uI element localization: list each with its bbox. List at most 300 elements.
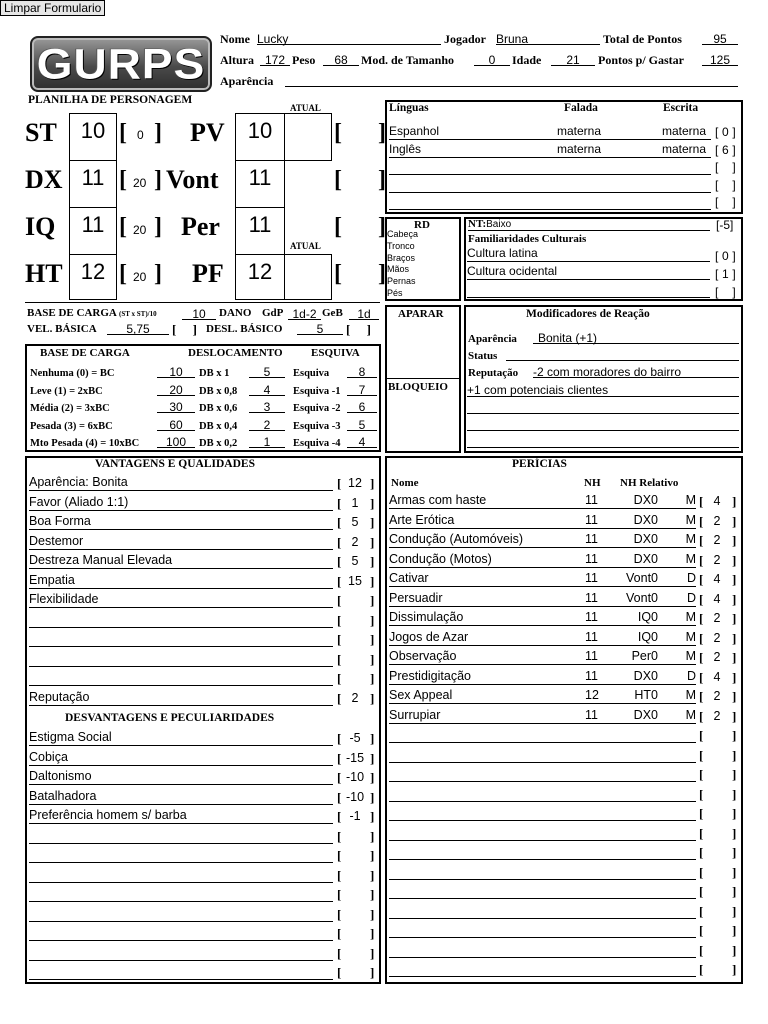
cost-bracket-close: ] [370, 848, 375, 863]
st-value-box[interactable] [69, 113, 117, 161]
rd-part-label: Braços [387, 252, 416, 263]
st-cost-bracket-open: [ [119, 120, 127, 146]
cost-bracket-open: [ [699, 903, 704, 919]
cost-bracket-close: ] [370, 867, 375, 883]
cost-bracket-close: ] [732, 611, 737, 626]
advantage-row[interactable] [29, 552, 333, 569]
vont-value-box[interactable] [235, 160, 285, 208]
skill-cost[interactable]: 4 [713, 494, 721, 508]
skill-cost[interactable]: 4 [713, 572, 721, 586]
dx-cost[interactable]: 20 [133, 176, 147, 190]
enc-row-carga: 20 [169, 382, 183, 397]
skill-row[interactable] [389, 551, 696, 568]
cost-bracket-open: [ [699, 552, 704, 568]
advantage-name: Aparência: Bonita [29, 475, 128, 489]
enc-row-esq-field[interactable] [347, 381, 377, 396]
iq-cost[interactable]: 20 [133, 223, 147, 237]
advantage-row[interactable] [29, 533, 333, 550]
disadvantage-row[interactable] [29, 807, 333, 824]
skill-row[interactable] [389, 824, 696, 841]
enc-row-carga: 30 [169, 400, 183, 414]
skill-row[interactable] [389, 921, 696, 938]
enc-row-desl-field[interactable] [249, 398, 285, 413]
language-cost[interactable]: [ ] [715, 177, 736, 192]
skill-relative: Vont0 [626, 590, 658, 605]
language-row[interactable] [389, 142, 711, 158]
language-cost[interactable]: [ ] [715, 195, 736, 209]
cost-bracket-close: ] [732, 767, 737, 782]
cost-bracket-close: ] [370, 906, 375, 922]
advantage-name: Flexibilidade [29, 592, 99, 606]
skill-row[interactable] [389, 765, 696, 782]
cost-bracket-close: ] [732, 825, 737, 841]
geb-field[interactable] [349, 305, 379, 320]
pf-label: PF [192, 259, 224, 288]
language-cost[interactable]: [ ] [715, 160, 736, 174]
disadvantage-row[interactable] [29, 866, 333, 883]
reaction-extra-row[interactable] [467, 415, 739, 431]
cost-bracket-open: [ [699, 747, 704, 763]
skill-row[interactable] [389, 941, 696, 958]
st-cost[interactable]: 0 [137, 128, 144, 142]
cultural-cost[interactable]: [ 0 ] [715, 249, 736, 263]
disadvantage-row[interactable] [29, 788, 333, 805]
per-value-box[interactable] [235, 207, 285, 255]
skill-name: Persuadir [389, 590, 443, 605]
disadvantage-row[interactable] [29, 963, 333, 980]
skill-row[interactable] [389, 629, 696, 646]
cost-bracket-close: ] [732, 903, 737, 919]
nt-cost[interactable]: [-5] [716, 218, 734, 232]
skill-difficulty: M [685, 649, 696, 663]
jogador-value: Bruna [496, 32, 529, 46]
enc-row-esq-field[interactable] [347, 416, 377, 431]
desl-field[interactable] [297, 320, 343, 335]
pf-value-box[interactable] [235, 254, 285, 300]
skill-row[interactable] [389, 590, 696, 607]
advantage-row[interactable] [29, 650, 333, 667]
skill-difficulty: D [686, 668, 696, 683]
skill-row[interactable] [389, 492, 696, 509]
st-value: 10 [80, 118, 106, 143]
enc-row-desl-field[interactable] [249, 416, 285, 431]
language-row[interactable] [389, 124, 711, 140]
cost-bracket-open: [ [699, 786, 704, 802]
skill-row[interactable] [389, 804, 696, 821]
advantage-row[interactable] [29, 630, 333, 647]
skill-name: Arte Erótica [389, 512, 455, 527]
cost-bracket-open: [ [699, 884, 704, 899]
advantage-name: Empatia [29, 572, 75, 587]
gastar-label: Pontos p/ Gastar [598, 53, 685, 67]
enc-row-desl: 4 [263, 382, 271, 397]
pf-current-box[interactable] [284, 254, 332, 300]
cost-bracket-open: [ [337, 965, 342, 980]
advantage-row[interactable] [29, 494, 333, 511]
disadvantage-row[interactable] [29, 827, 333, 844]
skill-relative: HT0 [634, 688, 658, 702]
cost-bracket-close: ] [370, 789, 375, 805]
clear-form-button[interactable]: Limpar Formulario [0, 0, 105, 16]
rd-part-label: Tronco [387, 240, 415, 251]
skill-row[interactable] [389, 668, 696, 685]
cultural-row[interactable] [467, 246, 710, 262]
skill-row[interactable] [389, 707, 696, 724]
dx-value-box[interactable] [69, 160, 117, 208]
skill-difficulty: M [685, 532, 696, 546]
vel-label: VEL. BÁSICA [27, 323, 97, 335]
enc-row-carga-field[interactable] [157, 363, 195, 378]
peso-value: 68 [334, 53, 348, 67]
iq-label: IQ [25, 212, 56, 241]
enc-row-esq: 7 [358, 382, 366, 397]
reaction-aparencia-label: Aparência [468, 333, 517, 345]
base-carga-note: (ST x ST)/10 [119, 310, 157, 318]
enc-row-label: Pesada (3) = 6xBC [30, 420, 113, 432]
skill-relative: DX0 [633, 707, 658, 722]
enc-row-desl: 2 [263, 417, 271, 432]
altura-label: Altura [220, 53, 254, 67]
advantage-cost[interactable]: 15 [348, 573, 362, 588]
reaction-extra-row[interactable] [467, 381, 739, 397]
iq-value: 11 [81, 212, 105, 237]
skill-row[interactable] [389, 960, 696, 977]
language-row[interactable] [389, 194, 711, 210]
skill-row[interactable] [389, 726, 696, 743]
reaction-aparencia-field[interactable] [533, 329, 739, 344]
cost-bracket-close: ] [370, 476, 375, 491]
skill-cost[interactable]: 2 [713, 708, 721, 723]
skill-nh: 11 [585, 571, 598, 585]
enc-row-esq-field[interactable] [347, 433, 377, 448]
enc-row-label: Média (2) = 3xBC [30, 403, 110, 414]
skill-cost[interactable]: 2 [713, 650, 721, 664]
skill-cost[interactable]: 4 [713, 669, 721, 684]
skills-title: PERÍCIAS [512, 458, 567, 470]
per-value: 11 [248, 212, 272, 237]
ht-cost-bracket-open: [ [119, 261, 127, 287]
skill-nh: 11 [585, 629, 598, 644]
gastar-field[interactable] [702, 51, 738, 66]
cost-bracket-close: ] [732, 669, 737, 685]
language-written: materna [662, 141, 707, 156]
cost-bracket-close: ] [370, 651, 375, 667]
jogador-label: Jogador [444, 32, 486, 46]
language-row[interactable] [389, 177, 711, 193]
enc-row-db: DB x 0,4 [199, 420, 238, 432]
enc-row-carga-field[interactable] [157, 398, 195, 413]
vel-field[interactable] [107, 320, 169, 335]
desl-bracket[interactable]: [ ] [346, 322, 371, 337]
cost-bracket-open: [ [699, 708, 704, 724]
reaction-aparencia-value: Bonita (+1) [538, 331, 598, 345]
pv-current-box[interactable] [284, 113, 332, 161]
cost-bracket-close: ] [732, 747, 737, 763]
disadvantage-name: Batalhadora [29, 788, 97, 803]
cost-bracket-close: ] [732, 630, 737, 646]
skill-cost[interactable]: 2 [713, 552, 721, 567]
cost-bracket-open: [ [337, 515, 342, 530]
ht-value-box[interactable] [69, 254, 117, 300]
reaction-reputacao-value: -2 com moradores do bairro [533, 365, 682, 379]
cost-bracket-close: ] [732, 552, 737, 568]
language-name: Inglês [389, 141, 422, 156]
reaction-title: Modificadores de Reação [526, 308, 650, 320]
advantage-cost[interactable]: 2 [351, 690, 359, 705]
skill-cost[interactable]: 2 [713, 513, 721, 528]
advantage-row[interactable] [29, 611, 333, 628]
cost-bracket-open: [ [699, 845, 704, 860]
language-cost[interactable]: [ 6 ] [715, 142, 736, 157]
skill-cost[interactable]: 2 [713, 630, 721, 645]
enc-row-esq-field[interactable] [347, 363, 377, 378]
idade-field[interactable] [551, 51, 595, 66]
skill-relative: DX0 [633, 512, 658, 527]
mod-value: 0 [488, 53, 496, 67]
pf-cost-bracket[interactable]: [ ] [334, 261, 386, 287]
enc-h1: BASE DE CARGA [40, 347, 130, 359]
disadvantage-row[interactable] [29, 924, 333, 941]
skill-cost[interactable]: 2 [713, 689, 721, 703]
cost-bracket-open: [ [337, 848, 342, 863]
pv-value: 10 [247, 118, 273, 143]
mod-field[interactable] [474, 51, 510, 66]
familiar-label: Familiaridades Culturais [468, 233, 587, 245]
skill-name: Jogos de Azar [389, 629, 469, 644]
altura-field[interactable] [260, 51, 290, 66]
disadvantage-row[interactable] [29, 944, 333, 961]
cost-bracket-open: [ [699, 494, 704, 509]
advantage-row[interactable] [29, 474, 333, 491]
idade-label: Idade [512, 53, 542, 67]
enc-h2: DESLOCAMENTO [188, 347, 283, 359]
cost-bracket-open: [ [337, 495, 342, 511]
disadvantage-row[interactable] [29, 885, 333, 902]
cost-bracket-close: ] [370, 926, 375, 941]
skill-nh: 11 [585, 532, 598, 546]
cost-bracket-close: ] [732, 845, 737, 860]
disadvantage-cost[interactable]: -10 [345, 770, 365, 784]
skill-difficulty: M [685, 629, 696, 644]
skill-row[interactable] [389, 863, 696, 880]
language-spoken: materna [557, 124, 602, 138]
vont-value: 11 [248, 165, 272, 190]
advantage-row[interactable] [29, 669, 333, 686]
nome-value: Lucky [257, 32, 289, 46]
cost-bracket-open: [ [699, 689, 704, 704]
ht-label: HT [25, 259, 63, 288]
cultural-name: Cultura ocidental [467, 264, 558, 278]
enc-row-carga-field[interactable] [157, 381, 195, 396]
enc-row-carga: 10 [169, 365, 183, 379]
ht-cost[interactable]: 20 [133, 270, 147, 284]
skill-row[interactable] [389, 570, 696, 587]
advantage-row[interactable] [29, 689, 333, 706]
skill-name: Dissimulação [389, 610, 464, 624]
advantage-name: Destemor [29, 533, 84, 548]
cost-bracket-close: ] [732, 806, 737, 821]
st-label: ST [25, 118, 57, 147]
advantage-row[interactable] [29, 591, 333, 608]
advantage-cost[interactable]: 2 [351, 534, 359, 549]
enc-row-desl: 1 [263, 435, 271, 449]
advantage-name: Boa Forma [29, 514, 91, 528]
nome-field[interactable] [257, 30, 441, 45]
enc-row-db: DB x 0,6 [199, 403, 238, 414]
disadvantage-row[interactable] [29, 768, 333, 785]
enc-row-carga: 60 [169, 417, 183, 432]
reaction-status-label: Status [468, 350, 498, 362]
skill-row[interactable] [389, 746, 696, 763]
skill-difficulty: M [685, 610, 696, 624]
total-field[interactable] [702, 30, 738, 45]
advantage-cost[interactable]: 1 [351, 495, 359, 510]
cultural-cost[interactable]: [ ] [715, 285, 736, 299]
skill-row[interactable] [389, 843, 696, 860]
skill-cost[interactable]: 4 [713, 591, 721, 606]
reaction-extra-row[interactable] [467, 432, 739, 448]
nt-label: NT:Baixo [468, 218, 512, 230]
cost-bracket-close: ] [370, 809, 375, 824]
enc-row-carga-field[interactable] [157, 433, 195, 448]
pv-cost-bracket[interactable]: [ ] [334, 120, 386, 146]
cost-bracket-open: [ [699, 630, 704, 646]
iq-value-box[interactable] [69, 207, 117, 255]
cost-bracket-close: ] [370, 612, 375, 628]
disadvantage-cost[interactable]: -1 [349, 809, 361, 823]
cost-bracket-open: [ [337, 750, 342, 766]
skill-row[interactable] [389, 902, 696, 919]
cost-bracket-close: ] [370, 573, 375, 589]
skill-row[interactable] [389, 687, 696, 704]
skill-row[interactable] [389, 609, 696, 626]
mod-label: Mod. de Tamanho [361, 53, 455, 67]
cost-bracket-close: ] [732, 494, 737, 509]
skill-name: Armas com haste [389, 493, 487, 507]
base-carga-label: BASE DE CARGA (ST x ST)/10 [27, 307, 157, 319]
cost-bracket-close: ] [370, 945, 375, 961]
cultural-row[interactable] [467, 282, 710, 298]
enc-row-desl-field[interactable] [249, 381, 285, 396]
skill-row[interactable] [389, 785, 696, 802]
disadvantage-cost[interactable]: -5 [349, 731, 361, 745]
total-label: Total de Pontos [603, 32, 682, 46]
skill-name: Condução (Automóveis) [389, 532, 524, 546]
pv-value-box[interactable] [235, 113, 285, 161]
disadvantage-row[interactable] [29, 729, 333, 746]
reaction-reputacao-field[interactable] [533, 363, 739, 378]
advantage-cost[interactable]: 12 [348, 476, 362, 490]
enc-row-esq-field[interactable] [347, 398, 377, 413]
cost-bracket-open: [ [337, 671, 342, 686]
skills-h-name: Nome [391, 477, 419, 489]
language-cost[interactable]: [ 0 ] [715, 125, 736, 139]
rd-part-label: Pernas [387, 276, 416, 287]
enc-row-desl-field[interactable] [249, 433, 285, 448]
reaction-status-field[interactable] [506, 346, 739, 361]
disadvantage-row[interactable] [29, 905, 333, 922]
vont-cost-bracket[interactable]: [ ] [334, 167, 386, 193]
skill-row[interactable] [389, 882, 696, 899]
skills-h-nh: NH [584, 477, 601, 489]
skill-relative: DX0 [633, 532, 658, 546]
aparencia-field[interactable] [285, 72, 738, 87]
cost-bracket-open: [ [699, 728, 704, 743]
cost-bracket-open: [ [699, 942, 704, 958]
cost-bracket-close: ] [732, 884, 737, 899]
disadvantage-row[interactable] [29, 749, 333, 766]
cost-bracket-open: [ [337, 887, 342, 902]
skill-relative: IQ0 [637, 610, 658, 624]
cost-bracket-close: ] [732, 923, 737, 938]
skill-cost[interactable]: 2 [713, 533, 721, 547]
disadvantage-cost[interactable]: -15 [345, 750, 365, 765]
skill-row[interactable] [389, 531, 696, 548]
skill-name: Sex Appeal [389, 688, 453, 702]
disadvantage-row[interactable] [29, 846, 333, 863]
pf-value: 12 [247, 259, 273, 284]
advantages-title: VANTAGENS E QUALIDADES [95, 458, 255, 470]
reaction-extra-row[interactable] [467, 398, 739, 414]
gdp-field[interactable] [288, 305, 321, 320]
peso-field[interactable] [323, 51, 359, 66]
cost-bracket-close: ] [732, 728, 737, 743]
vel-bracket[interactable]: [ ] [172, 322, 197, 337]
cultural-row[interactable] [467, 264, 710, 280]
skill-row[interactable] [389, 512, 696, 529]
cost-bracket-open: [ [699, 806, 704, 821]
skill-relative: IQ0 [637, 629, 658, 644]
cost-bracket-open: [ [337, 770, 342, 785]
cost-bracket-close: ] [370, 690, 375, 706]
language-row[interactable] [389, 159, 711, 175]
cost-bracket-open: [ [699, 513, 704, 529]
jogador-field[interactable] [496, 30, 600, 45]
enc-row-esq: 8 [358, 365, 366, 379]
skill-row[interactable] [389, 648, 696, 665]
cost-bracket-open: [ [699, 650, 704, 665]
cultural-cost[interactable]: [ 1 ] [715, 267, 736, 281]
skill-difficulty: M [685, 551, 696, 566]
advantage-cost[interactable]: 5 [351, 554, 359, 568]
enc-row-desl-field[interactable] [249, 363, 285, 378]
enc-row-desl: 3 [263, 400, 271, 414]
reaction-reputacao-label: Reputação [468, 367, 519, 379]
rd-part-label: Pés [387, 288, 403, 298]
advantage-name: Destreza Manual Elevada [29, 553, 173, 567]
advantage-row[interactable] [29, 572, 333, 589]
cost-bracket-open: [ [699, 767, 704, 782]
per-cost-bracket[interactable]: [ ] [334, 214, 386, 240]
cost-bracket-close: ] [370, 965, 375, 980]
skill-cost[interactable]: 2 [713, 611, 721, 625]
cost-bracket-close: ] [732, 786, 737, 802]
disadvantage-cost[interactable]: -10 [345, 789, 365, 804]
cost-bracket-open: [ [337, 731, 342, 746]
advantage-row[interactable] [29, 513, 333, 530]
enc-row-desl: 5 [263, 365, 271, 379]
skill-difficulty: M [685, 707, 696, 722]
advantage-cost[interactable]: 5 [351, 515, 359, 529]
reaction-extra-text: +1 com potenciais clientes [467, 383, 609, 397]
cost-bracket-close: ] [370, 887, 375, 902]
enc-row-carga-field[interactable] [157, 416, 195, 431]
pv-label: PV [190, 118, 225, 147]
enc-row-db: DB x 0,8 [199, 385, 238, 397]
altura-value: 172 [264, 53, 286, 67]
idade-value: 21 [566, 53, 580, 67]
base-carga-field[interactable] [182, 305, 216, 320]
